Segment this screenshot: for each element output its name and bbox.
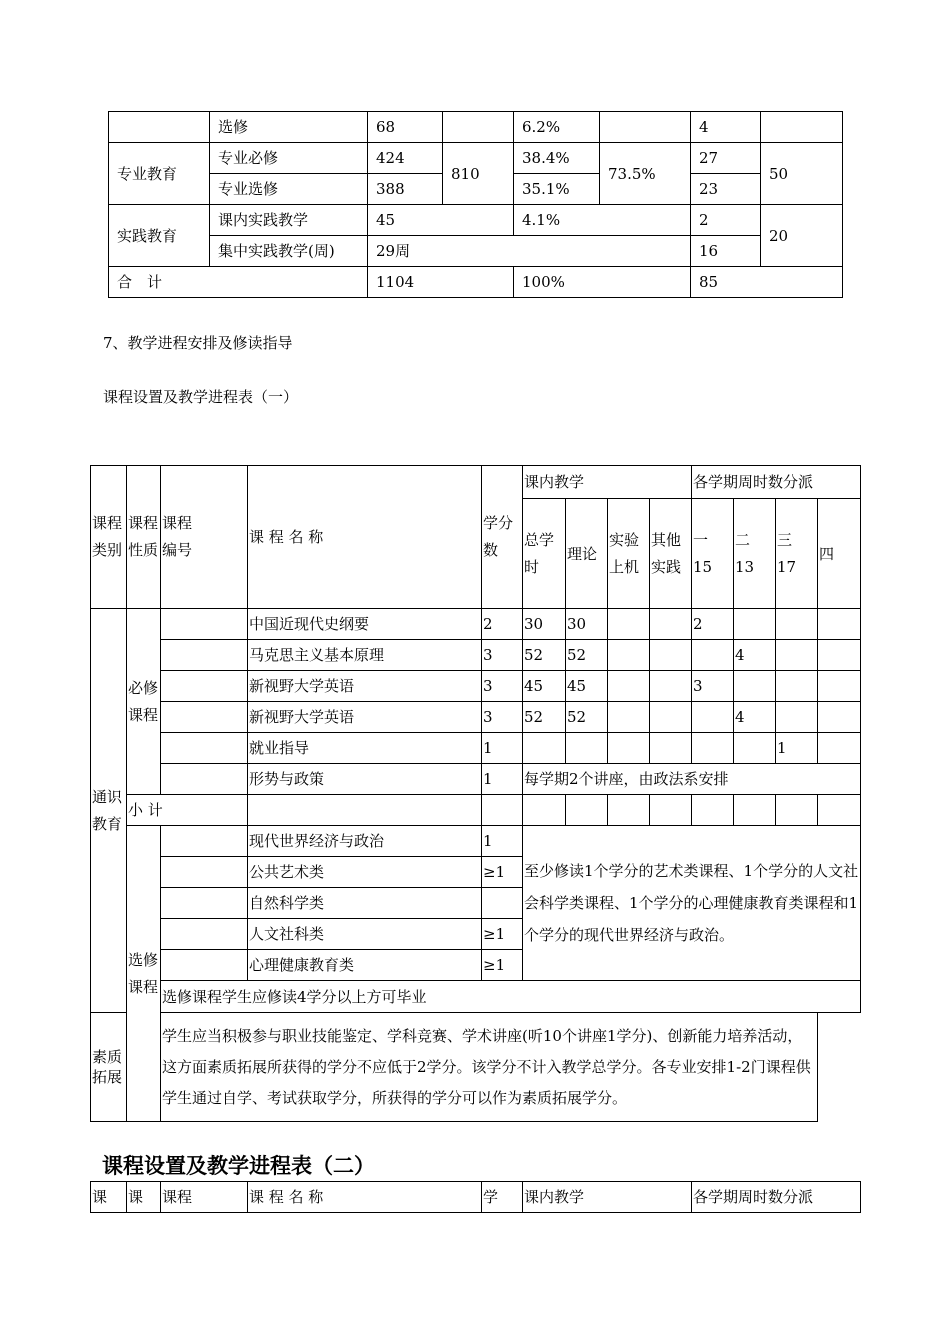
table-row: 实践教育 课内实践教学 45 4.1% 2 20	[109, 205, 843, 236]
subtotal-row: 小 计	[91, 795, 861, 826]
table-title: 课程设置及教学进程表（一）	[103, 388, 299, 406]
table-row: 新视野大学英语 3 52 52 4	[91, 702, 861, 733]
table-row: 形势与政策 1 每学期2个讲座，由政法系安排	[91, 764, 861, 795]
table-row: 通识教育 必修课程 中国近现代史纲要 2 30 30 2	[91, 609, 861, 640]
table-row: 集中实践教学(周) 29周 16	[109, 236, 843, 267]
credit-summary-table	[108, 111, 843, 298]
course-schedule-table	[90, 465, 861, 1122]
table-row: 选修课程 现代世界经济与政治 1 至少修读1个学分的艺术类课程、1个学分的人文社会科学类课程、1个学分的心理健康教育类课程和1个学分的现代世界经济与政治。	[91, 826, 861, 857]
table-row: 人文社科类 ≥1	[91, 919, 861, 950]
table-row: 选修课程学生应修读4学分以上方可毕业	[91, 981, 861, 1013]
table-row: 就业指导 1 1	[91, 733, 861, 764]
header-row: 课程类别 课程性质 课程编号 课 程 名 称 学分数 课内教学 各学期周时数分派	[91, 466, 861, 499]
course-schedule-table-2	[90, 1181, 861, 1213]
table-row: 心理健康教育类 ≥1	[91, 950, 861, 981]
table-row: 专业选修 388 35.1% 23	[109, 174, 843, 205]
table-row: 公共艺术类 ≥1	[91, 857, 861, 888]
section-heading: 7、教学进程安排及修读指导	[103, 334, 293, 352]
table-row: 素质拓展 学生应当积极参与职业技能鉴定、学科竞赛、学术讲座(听10个讲座1学分)、创新能力培养活动，这方面素质拓展所获得的学分不应低于2学分。该学分不计入教学总学分。各专业安排1-2门课程供学生通过自学、考试获取学分，所获得的学分可以作为素质拓展学分。	[91, 1013, 861, 1122]
table-row: 选修 68 6.2% 4	[109, 112, 843, 143]
table-row: 马克思主义基本原理 3 52 52 4	[91, 640, 861, 671]
header-row: 课 课 课程 课 程 名 称 学 课内教学 各学期周时数分派	[91, 1182, 861, 1213]
table-row: 专业教育 专业必修 424 810 38.4% 73.5% 27 50	[109, 143, 843, 174]
table-title: 课程设置及教学进程表（二）	[102, 1154, 375, 1178]
header-row: 总学时 理论 实验上机 其他实践 一 15 二 13 三 17 四	[91, 499, 861, 609]
table-row: 自然科学类	[91, 888, 861, 919]
table-row: 新视野大学英语 3 45 45 3	[91, 671, 861, 702]
total-row: 合 计 1104 100% 85	[109, 267, 843, 298]
